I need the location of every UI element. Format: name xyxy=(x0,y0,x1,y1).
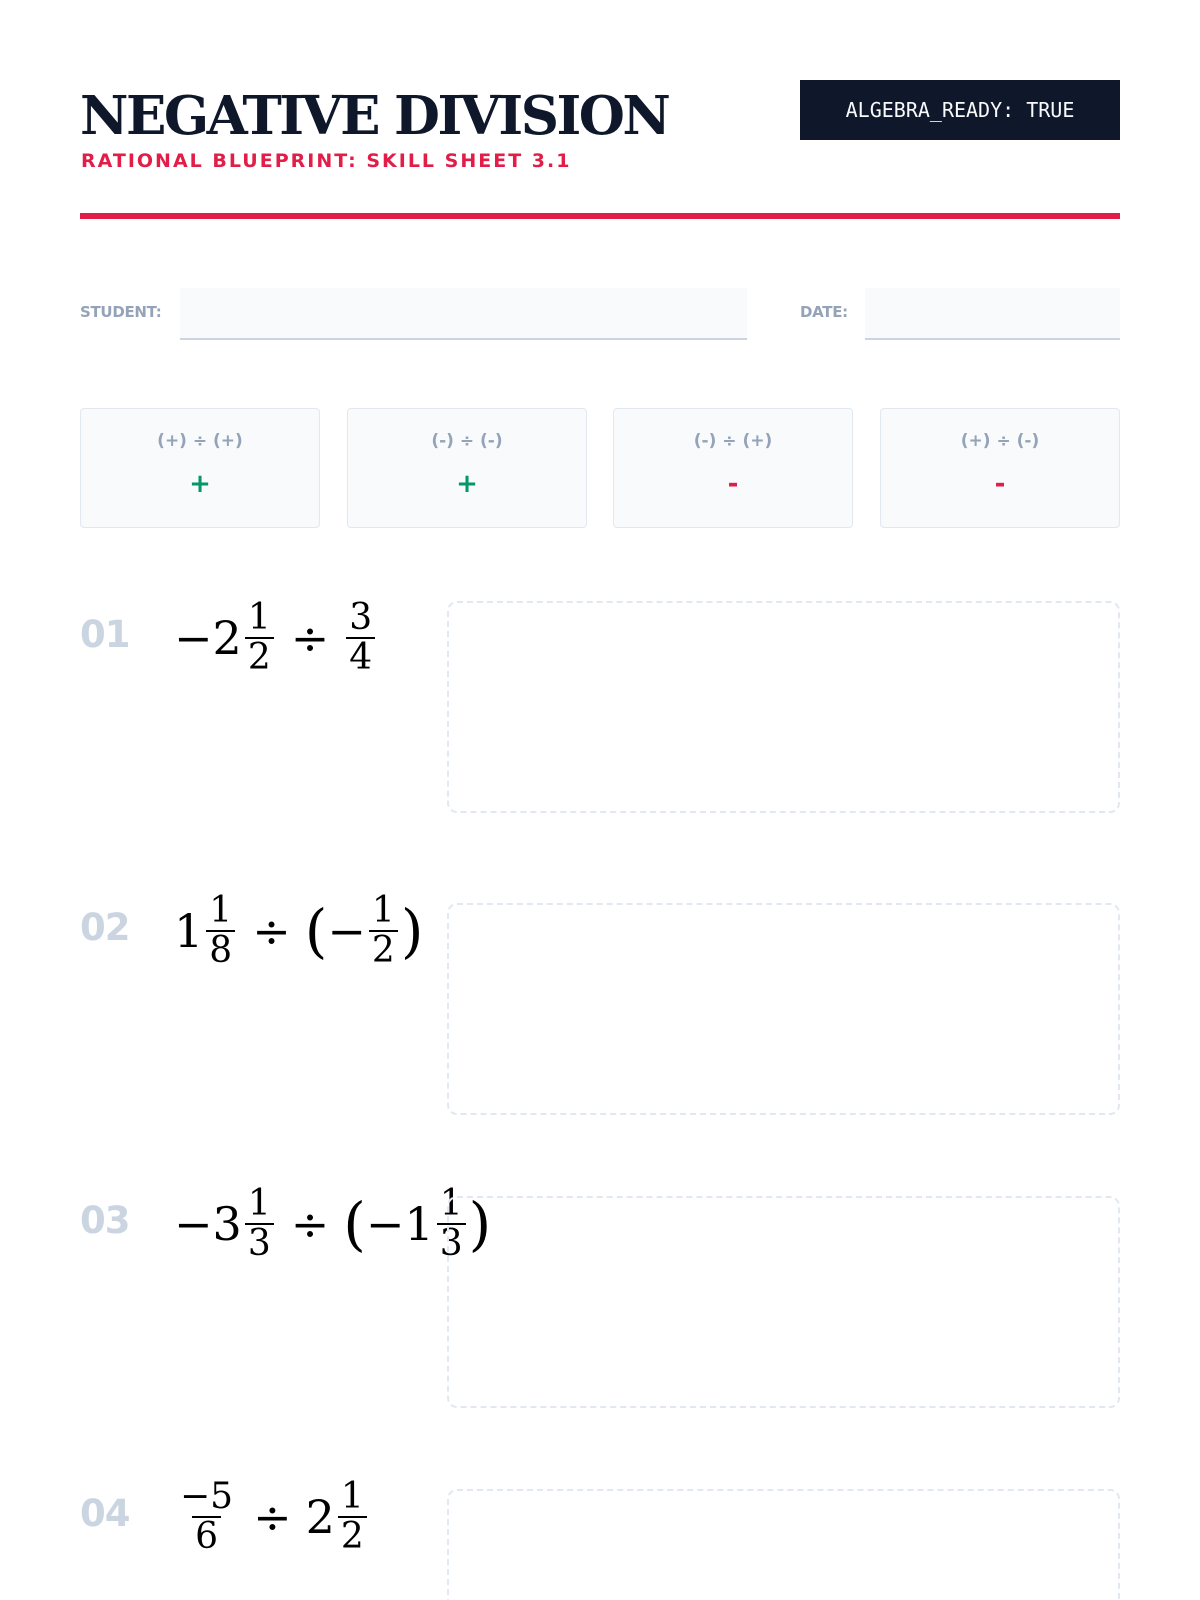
work-area[interactable] xyxy=(447,1190,1120,1408)
problem-number: 02 xyxy=(80,906,130,949)
fraction-denominator: 2 xyxy=(369,930,398,970)
fraction-numerator: 1 xyxy=(247,597,271,638)
rhs-fraction xyxy=(346,599,375,677)
lhs-fraction xyxy=(245,1185,274,1263)
fraction-numerator: 1 xyxy=(340,1476,364,1517)
lhs-fraction xyxy=(206,892,235,970)
lhs-sign: − xyxy=(174,611,213,665)
rhs-whole: 2 xyxy=(305,1490,335,1544)
problem-item xyxy=(80,1476,1120,1600)
fraction-numerator: −5 xyxy=(180,1476,234,1517)
lhs-whole: 3 xyxy=(212,1197,242,1251)
fraction-numerator: 1 xyxy=(209,890,233,931)
divide-operator: ÷ xyxy=(253,1490,292,1544)
sign-rule-expression: (-) ÷ (+) xyxy=(693,431,773,451)
sign-rule-result: + xyxy=(456,469,478,499)
date-field[interactable] xyxy=(865,288,1120,340)
fraction-denominator: 2 xyxy=(338,1516,367,1556)
fraction-denominator: 3 xyxy=(245,1223,274,1263)
rhs-sign: − xyxy=(327,904,366,958)
worksheet-page xyxy=(80,0,1120,1600)
page-title: NEGATIVE DIVISION xyxy=(80,85,669,147)
date-label: DATE: xyxy=(800,303,848,321)
close-paren: ) xyxy=(400,897,424,965)
sign-rule-result: - xyxy=(994,469,1006,499)
sign-rule-card xyxy=(347,408,587,528)
sign-rule-result: - xyxy=(727,469,739,499)
page-subtitle: RATIONAL BLUEPRINT: SKILL SHEET 3.1 xyxy=(81,150,572,172)
student-label: STUDENT: xyxy=(80,303,162,321)
close-paren: ) xyxy=(468,1190,492,1258)
problem-expression xyxy=(174,1474,370,1560)
sign-rule-card xyxy=(80,408,320,528)
sign-rule-result: + xyxy=(189,469,211,499)
fraction-numerator: 1 xyxy=(371,890,395,931)
sign-rule-expression: (+) ÷ (-) xyxy=(960,431,1040,451)
fraction-denominator: 2 xyxy=(245,637,274,677)
fraction-numerator: 3 xyxy=(349,597,373,638)
problem-item xyxy=(80,597,1120,833)
sign-rule-expression: (-) ÷ (-) xyxy=(431,431,503,451)
divide-operator: ÷ xyxy=(252,904,291,958)
work-area[interactable] xyxy=(447,601,1120,813)
rhs-whole: 1 xyxy=(404,1197,434,1251)
lhs-sign: − xyxy=(174,1197,213,1251)
problem-expression xyxy=(174,595,378,681)
open-paren: ( xyxy=(304,897,328,965)
header-divider xyxy=(80,213,1120,219)
work-area[interactable] xyxy=(447,1489,1120,1600)
problem-item xyxy=(80,1183,1120,1419)
lhs-whole: 1 xyxy=(174,904,204,958)
rhs-sign: − xyxy=(365,1197,405,1251)
status-badge: ALGEBRA_READY: TRUE xyxy=(800,80,1120,140)
rhs-fraction xyxy=(338,1478,367,1556)
rhs-fraction xyxy=(369,892,398,970)
problem-number: 03 xyxy=(80,1199,130,1242)
fraction-numerator: 1 xyxy=(247,1183,271,1224)
lhs-whole: 2 xyxy=(212,611,242,665)
open-paren: ( xyxy=(343,1190,366,1258)
student-field[interactable] xyxy=(180,288,747,340)
sign-rule-card xyxy=(613,408,853,528)
fraction-numerator: 1 xyxy=(439,1183,463,1224)
sign-rules xyxy=(80,408,1120,528)
divide-operator: ÷ xyxy=(290,611,330,665)
problem-expression xyxy=(174,888,423,974)
fraction-denominator: 3 xyxy=(437,1223,466,1263)
problem-item xyxy=(80,890,1120,1126)
sign-rule-card xyxy=(880,408,1120,528)
work-area[interactable] xyxy=(447,903,1120,1115)
problem-number: 04 xyxy=(80,1492,130,1535)
fraction-denominator: 6 xyxy=(192,1516,221,1556)
lhs-fraction xyxy=(245,599,274,677)
fraction-denominator: 4 xyxy=(346,637,375,677)
lhs-fraction xyxy=(177,1478,236,1556)
problem-expression xyxy=(174,1181,491,1267)
fraction-denominator: 8 xyxy=(206,930,235,970)
problem-number: 01 xyxy=(80,613,130,656)
sign-rule-expression: (+) ÷ (+) xyxy=(157,431,243,451)
divide-operator: ÷ xyxy=(290,1197,330,1251)
